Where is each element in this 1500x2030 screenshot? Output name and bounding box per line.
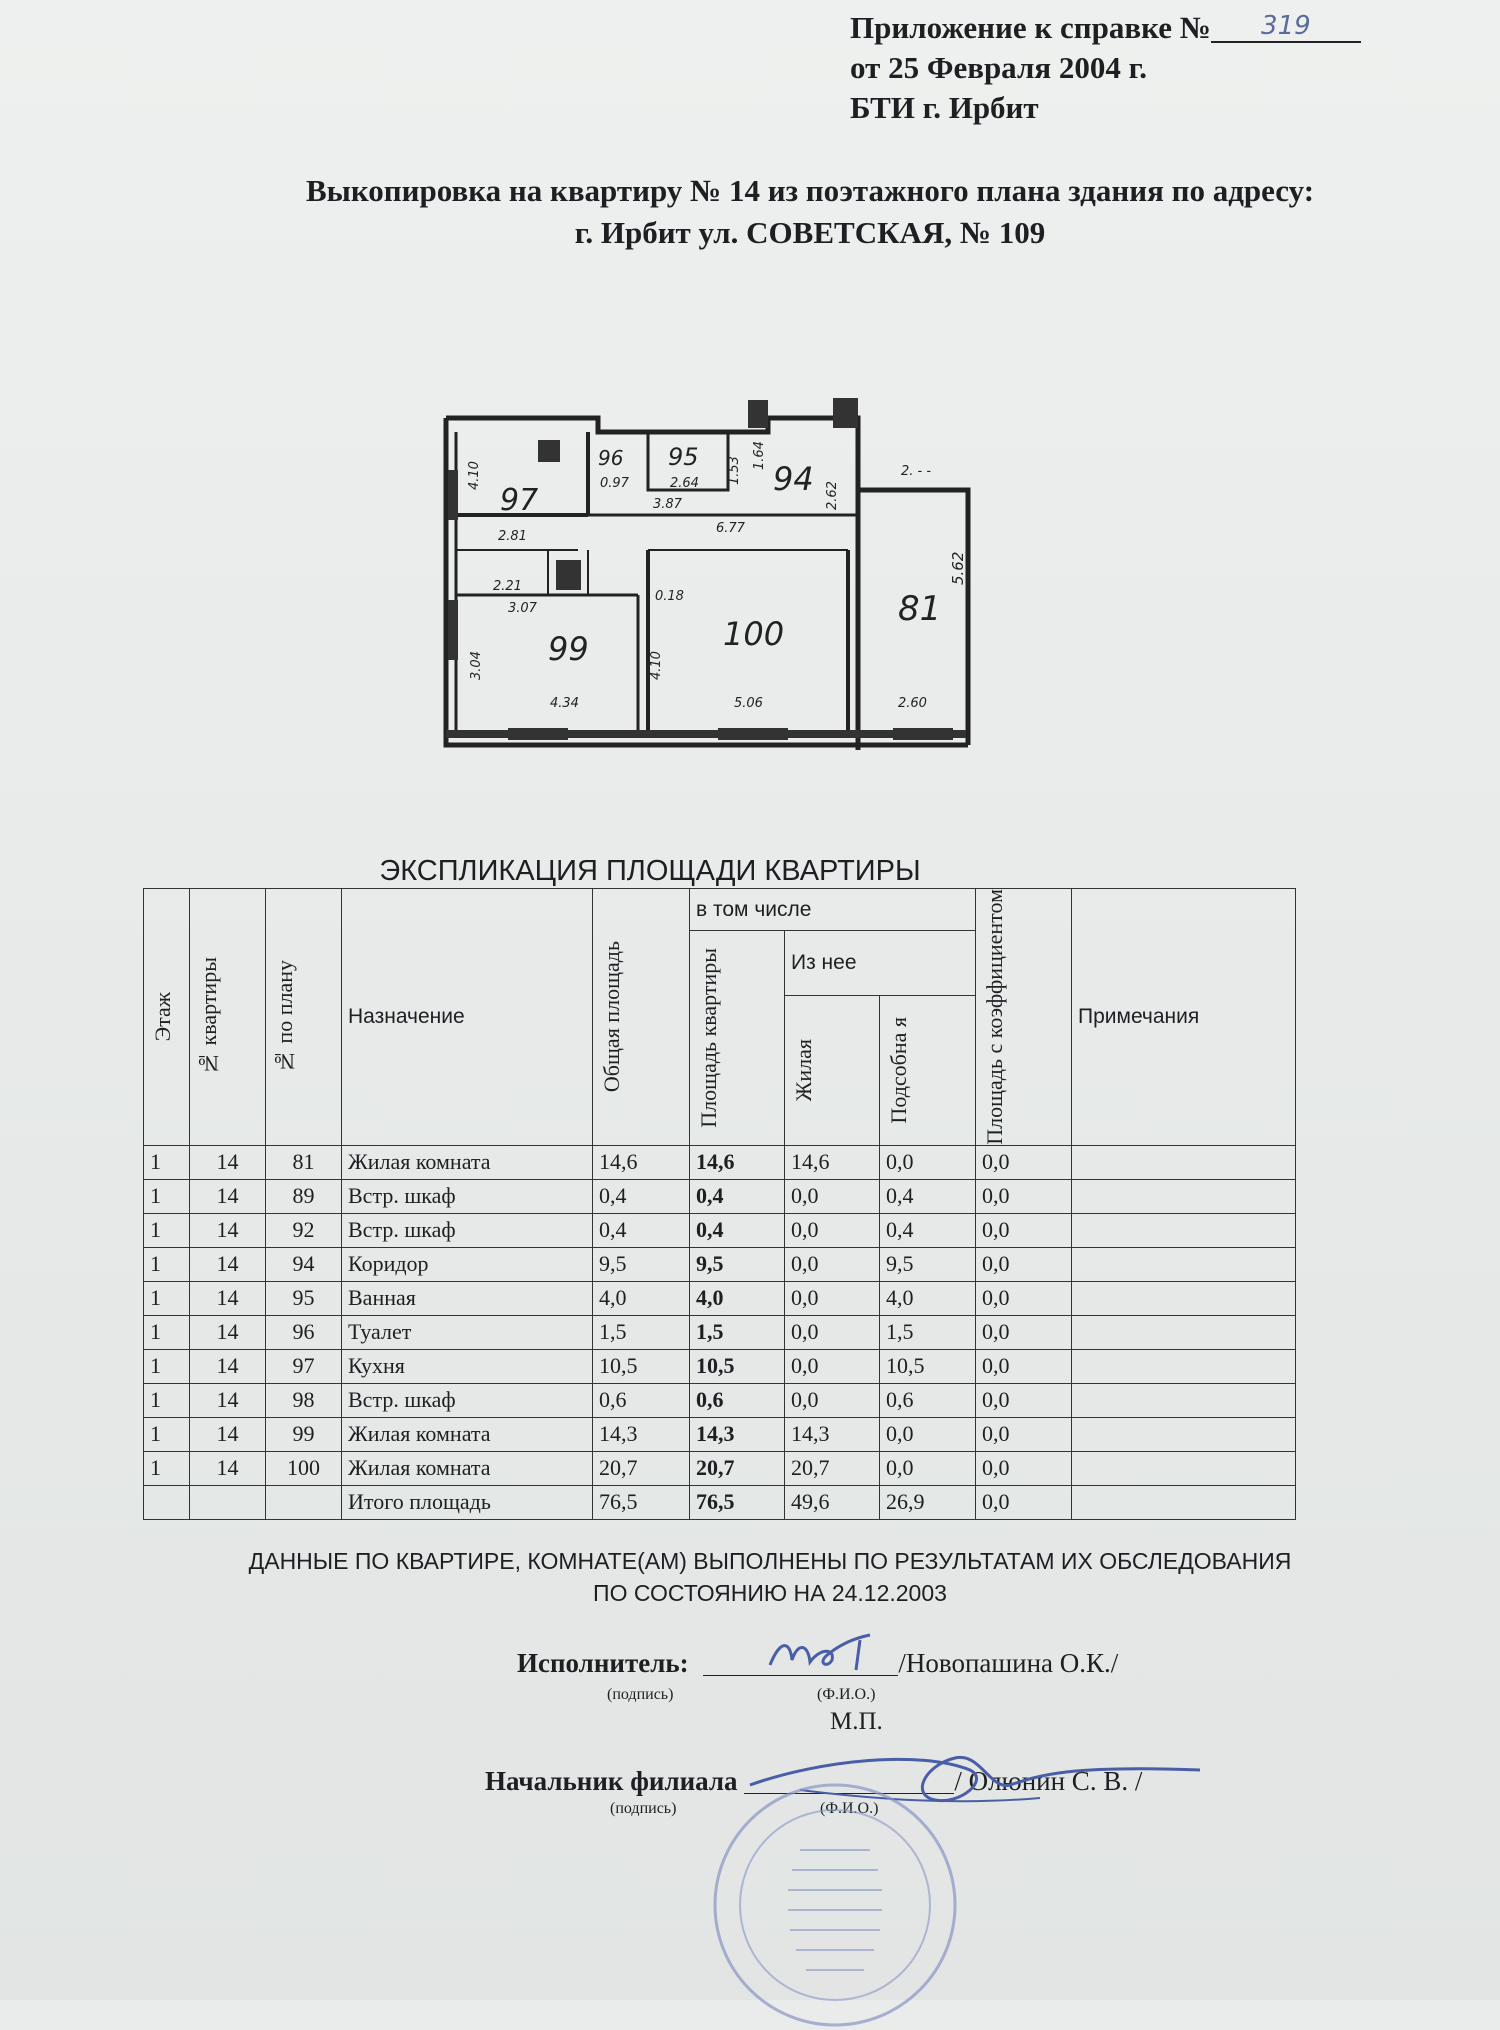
explication-table — [143, 888, 1296, 1520]
svg-text:0.97: 0.97 — [600, 476, 629, 491]
header-line3: БТИ г. Ирбит — [850, 90, 1039, 125]
table-row: 1 14 100 Жилая комната 20,7 20,7 20,7 0,0 0,0 — [144, 1451, 1296, 1485]
table-row: 1 14 96 Туалет 1,5 1,5 0,0 1,5 0,0 — [144, 1315, 1296, 1349]
room-95: 95 — [668, 443, 699, 471]
svg-text:2.64: 2.64 — [670, 476, 699, 491]
svg-text:2. - -: 2. - - — [901, 464, 932, 479]
header-auxiliary: Подсобна я — [880, 995, 976, 1145]
certificate-number: 319 — [1211, 11, 1361, 43]
svg-text:5.06: 5.06 — [734, 696, 763, 711]
svg-text:4.10: 4.10 — [649, 651, 664, 680]
survey-statement: ДАННЫЕ ПО КВАРТИРЕ, КОМНАТЕ(АМ) ВЫПОЛНЕНЫ ПО РЕЗУЛЬТАТАМ ИХ ОБСЛЕДОВАНИЯ ПО СОСТОЯНИЮ НА 24.12.2003 — [248, 1548, 1292, 1606]
svg-text:4.34: 4.34 — [550, 696, 579, 711]
executor-name: /Новопашина О.К./ — [898, 1648, 1119, 1678]
svg-text:0.18: 0.18 — [655, 589, 684, 604]
header-including: в том числе — [690, 889, 976, 931]
svg-text:3.07: 3.07 — [508, 601, 537, 616]
room-97: 97 — [500, 483, 539, 518]
header-line2: от 25 Февраля 2004 г. — [850, 50, 1147, 85]
table-row: 1 14 92 Встр. шкаф 0,4 0,4 0,0 0,4 0,0 — [144, 1213, 1296, 1247]
certificate-header — [850, 8, 1361, 128]
svg-text:2.62: 2.62 — [825, 481, 840, 510]
table-row: 1 14 97 Кухня 10,5 10,5 0,0 10,5 0,0 — [144, 1349, 1296, 1383]
header-line1: Приложение к справке № — [850, 10, 1211, 45]
room-99: 99 — [548, 630, 589, 668]
title-line1: Выкопировка на квартиру № 14 из поэтажного плана здания по адресу: — [305, 173, 1315, 208]
chief-label: Начальник филиала — [485, 1766, 738, 1796]
title-line2: г. Ирбит ул. СОВЕТСКАЯ, № 109 — [574, 215, 1046, 250]
svg-text:2.81: 2.81 — [498, 529, 527, 544]
sign-caption-2: (подпись) — [610, 1800, 677, 1817]
sign-caption: (подпись) — [607, 1686, 674, 1703]
chief-name: / Олюнин С. В. / — [954, 1766, 1143, 1796]
name-caption: (Ф.И.О.) — [817, 1686, 876, 1703]
svg-text:4.10: 4.10 — [467, 461, 482, 490]
table-row: 1 14 99 Жилая комната 14,3 14,3 14,3 0,0 0,0 — [144, 1417, 1296, 1451]
svg-text:1.53: 1.53 — [727, 456, 742, 485]
header-of-which: Из нее — [785, 931, 976, 996]
svg-text:5.62: 5.62 — [949, 551, 967, 585]
seal-mark: М.П. — [830, 1708, 883, 1735]
executor-signature — [760, 1630, 910, 1680]
explication-heading: ЭКСПЛИКАЦИЯ ПЛОЩАДИ КВАРТИРЫ — [379, 855, 921, 887]
table-row: 1 14 94 Коридор 9,5 9,5 0,0 9,5 0,0 — [144, 1247, 1296, 1281]
svg-text:2.21: 2.21 — [493, 579, 522, 594]
svg-text:2.60: 2.60 — [898, 696, 927, 711]
official-stamp — [700, 1770, 970, 2030]
document-title — [230, 170, 1390, 254]
header-floor: Этаж — [144, 889, 190, 1146]
floor-plan — [438, 390, 1018, 750]
room-100: 100 — [723, 615, 785, 653]
header-apartment-area: Площадь квартиры — [690, 931, 785, 1146]
room-81: 81 — [898, 589, 942, 629]
header-apartment: № квартиры — [190, 889, 266, 1146]
header-living: Жилая — [785, 995, 880, 1145]
svg-text:3.87: 3.87 — [653, 497, 682, 512]
header-total-area: Общая площадь — [593, 889, 690, 1146]
header-notes: Примечания — [1072, 889, 1296, 1146]
header-purpose: Назначение — [342, 889, 593, 1146]
executor-label: Исполнитель: — [517, 1648, 689, 1678]
table-row: 1 14 95 Ванная 4,0 4,0 0,0 4,0 0,0 — [144, 1281, 1296, 1315]
table-row: 1 14 89 Встр. шкаф 0,4 0,4 0,0 0,4 0,0 — [144, 1179, 1296, 1213]
name-caption-2: (Ф.И.О.) — [820, 1800, 879, 1817]
svg-text:6.77: 6.77 — [716, 521, 745, 536]
svg-text:1.64: 1.64 — [752, 441, 767, 470]
header-plan-no: № по плану — [266, 889, 342, 1146]
room-94: 94 — [773, 460, 814, 498]
header-coef-area: Площадь с коэффициентом — [976, 889, 1072, 1146]
room-96: 96 — [598, 446, 624, 470]
svg-text:3.04: 3.04 — [469, 651, 484, 680]
table-row: 1 14 81 Жилая комната 14,6 14,6 14,6 0,0 0,0 — [144, 1145, 1296, 1179]
total-row: Итого площадь 76,5 76,5 49,6 26,9 0,0 — [144, 1485, 1296, 1519]
table-row: 1 14 98 Встр. шкаф 0,6 0,6 0,0 0,6 0,0 — [144, 1383, 1296, 1417]
